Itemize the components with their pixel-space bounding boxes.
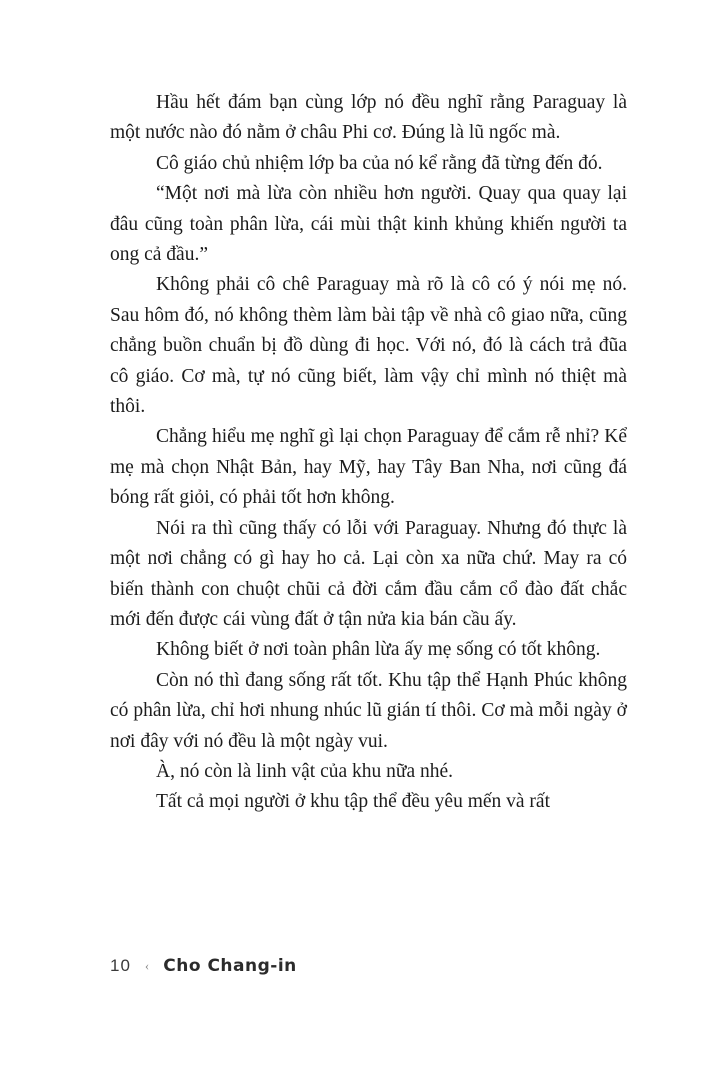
paragraph: À, nó còn là linh vật của khu nữa nhé. [156,760,454,782]
footer-separator-icon: ‹ [144,958,150,973]
page-footer [110,956,297,976]
paragraph: Cô giáo chủ nhiệm lớp ba của nó kể rằng đã từng đến đó. [156,152,603,174]
paragraph: “Một nơi mà lừa còn nhiều hơn người. Quay qua quay lại đâu cũng toàn phân lừa, cái mùi thật kinh khủng khiến người ta ong cả đầu.” [110,183,627,266]
paragraph: Chẳng hiểu mẹ nghĩ gì lại chọn Paraguay để cắm rễ nhỉ? Kể mẹ mà chọn Nhật Bản, hay Mỹ, hay Tây Ban Nha, nơi cũng đá bóng rất giỏi, có phải tốt hơn không. [110,426,627,509]
paragraph: Hầu hết đám bạn cùng lớp nó đều nghĩ rằng Paraguay là một nước nào đó nằm ở châu Phi cơ. Đúng là lũ ngốc mà. [110,92,627,144]
paragraph: Nói ra thì cũng thấy có lỗi với Paraguay. Nhưng đó thực là một nơi chẳng có gì hay ho cả. Lại còn xa nữa chứ. May ra có biến thành con chuột chũi cả đời cắm đầu cắm cổ đào đất chắc mới đến được cái vùng đất ở tận nửa kia bán cầu ấy. [110,517,627,630]
page-number: 10 [110,956,131,975]
paragraph: Còn nó thì đang sống rất tốt. Khu tập thể Hạnh Phúc không có phân lừa, chỉ hơi nhung nhúc lũ gián tí thôi. Cơ mà mỗi ngày ở nơi đây với nó đều là một ngày vui. [110,669,627,752]
body-text [110,88,627,818]
author-name: Cho Chang-in [163,956,297,976]
paragraph: Không biết ở nơi toàn phân lừa ấy mẹ sống có tốt không. [156,639,601,661]
paragraph: Tất cả mọi người ở khu tập thể đều yêu mến và rất [156,791,550,813]
paragraph: Không phải cô chê Paraguay mà rõ là cô có ý nói mẹ nó. Sau hôm đó, nó không thèm làm bài tập về nhà cô giao nữa, cũng chẳng buồn chuẩn bị đồ dùng đi học. Với nó, đó là cách trả đũa cô giáo. Cơ mà, tự nó cũng biết, làm vậy chỉ mình nó thiệt mà thôi. [110,274,627,418]
